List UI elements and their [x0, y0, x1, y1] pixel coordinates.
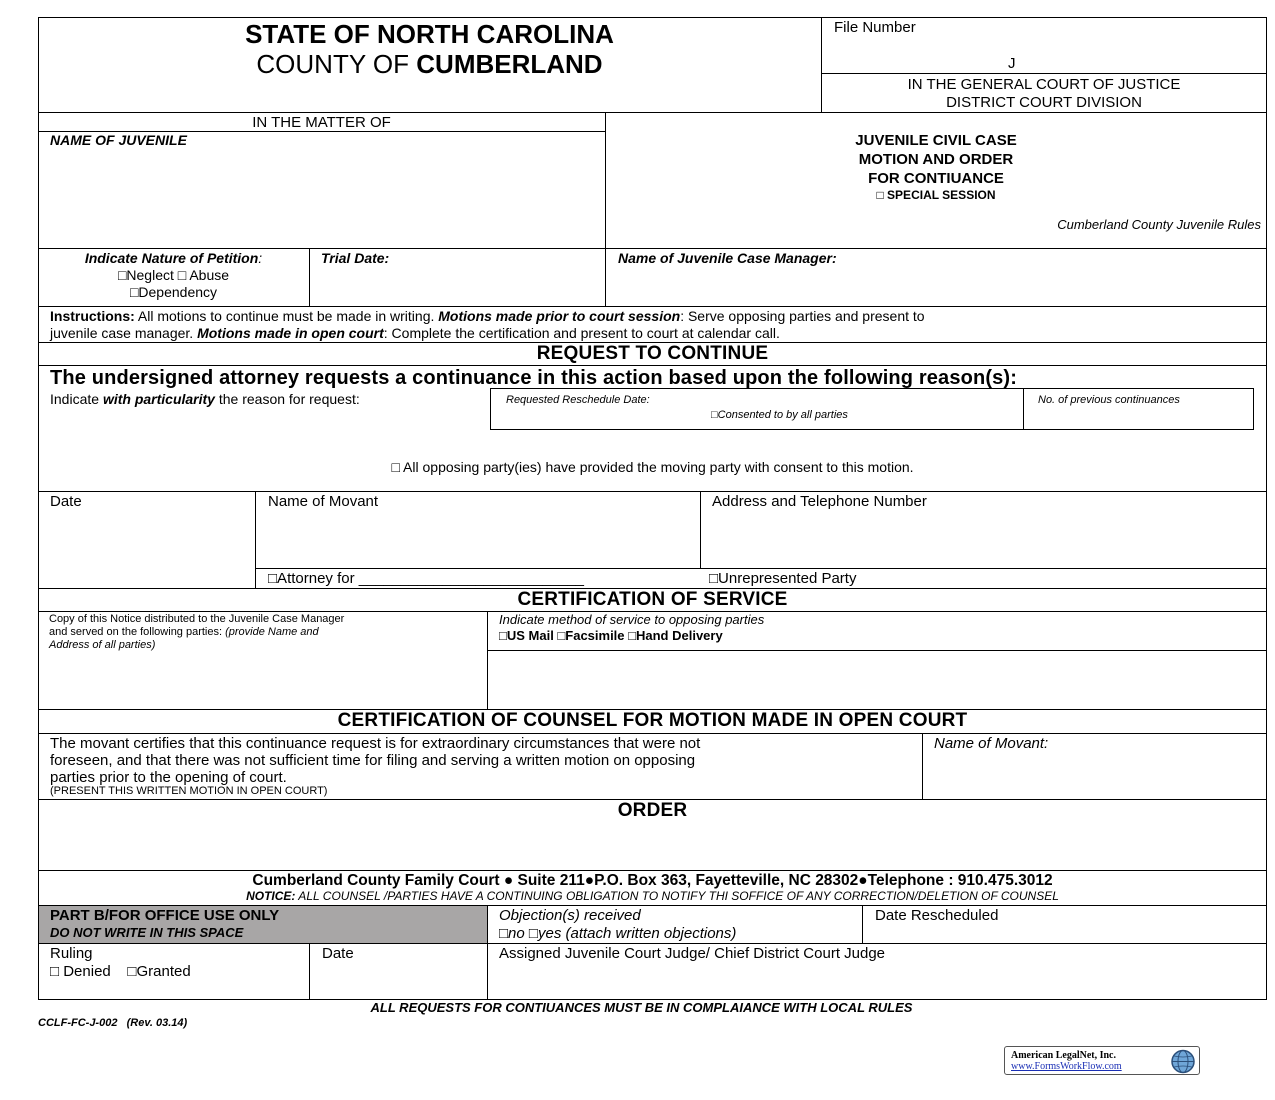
- consent-statement-checkbox[interactable]: □ All opposing party(ies) have provided the moving party with consent to this motion.: [391, 459, 914, 475]
- file-number-field[interactable]: J: [1008, 55, 1016, 72]
- unrepresented-party-checkbox[interactable]: □Unrepresented Party: [709, 570, 857, 587]
- order-field[interactable]: [50, 825, 1255, 867]
- counsel-text-line-3: parties prior to the opening of court.: [50, 769, 287, 786]
- attorney-for-checkbox[interactable]: □Attorney for ___________________________: [268, 570, 585, 587]
- form-id: CCLF-FC-J-002 (Rev. 03.14): [38, 1017, 188, 1029]
- rules-reference: Cumberland County Juvenile Rules: [1057, 217, 1261, 232]
- ruling-options-checkboxes[interactable]: □ Denied □Granted: [50, 963, 191, 980]
- case-title-line-2: MOTION AND ORDER: [858, 151, 1014, 168]
- order-heading: ORDER: [617, 800, 688, 821]
- case-title-line-3: FOR CONTIUANCE: [868, 170, 1004, 187]
- instructions-line-1: Instructions: All motions to continue must be made in writing. Motions made prior to court session: Serve opposing parties and present to: [50, 308, 925, 324]
- globe-icon: [1169, 1048, 1197, 1075]
- court-line-2: DISTRICT COURT DIVISION: [946, 94, 1142, 111]
- objection-options-checkboxes[interactable]: □no □yes (attach written objections): [499, 925, 737, 942]
- date-rescheduled-label: Date Rescheduled: [875, 907, 999, 924]
- request-heading: REQUEST TO CONTINUE: [536, 343, 769, 364]
- movant-address-label: Address and Telephone Number: [712, 493, 927, 510]
- name-of-juvenile-field[interactable]: [50, 150, 590, 242]
- do-not-write-label: DO NOT WRITE IN THIS SPACE: [50, 925, 244, 940]
- counsel-text-line-1: The movant certifies that this continuance request is for extraordinary circumstances that were not: [50, 735, 701, 752]
- service-heading: CERTIFICATION OF SERVICE: [517, 589, 788, 610]
- requested-reschedule-date[interactable]: Requested Reschedule Date:: [506, 394, 650, 406]
- consented-checkbox[interactable]: □Consented to by all parties: [711, 409, 848, 421]
- present-note: (PRESENT THIS WRITTEN MOTION IN OPEN COURT): [50, 785, 328, 797]
- petition-options-line-2[interactable]: □Dependency: [129, 284, 218, 300]
- served-parties-field[interactable]: [49, 655, 479, 705]
- movant-date-label: Date: [50, 493, 82, 510]
- copy-distributed-line-3: Address of all parties): [49, 639, 156, 651]
- notice-line: NOTICE: ALL COUNSEL /PARTIES HAVE A CONTINUING OBLIGATION TO NOTIFY THI SOFFICE OF ANY CORRECTION/DELETION OF COUNSEL: [246, 889, 1059, 903]
- ruling-label: Ruling: [50, 945, 93, 962]
- movant-name-label: Name of Movant: [268, 493, 379, 510]
- county-title: COUNTY OF CUMBERLAND: [256, 49, 603, 79]
- instructions-line-2: juvenile case manager. Motions made in open court: Complete the certification and present to court at calendar call.: [50, 325, 780, 341]
- counsel-name-of-movant[interactable]: Name of Movant:: [934, 735, 1049, 752]
- trial-date-label: Trial Date:: [321, 250, 390, 266]
- copy-distributed-line-1: Copy of this Notice distributed to the Juvenile Case Manager: [49, 613, 345, 625]
- court-address: Cumberland County Family Court ● Suite 211●P.O. Box 363, Fayetteville, NC 28302●Telephone : 910.475.3012: [252, 872, 1053, 889]
- objections-label: Objection(s) received: [499, 907, 641, 924]
- special-session-checkbox[interactable]: □ SPECIAL SESSION: [876, 188, 996, 202]
- reason-field[interactable]: [50, 410, 480, 460]
- request-statement: The undersigned attorney requests a continuance in this action based upon the following reason(s):: [50, 367, 1018, 389]
- indicate-reason-label: Indicate with particularity the reason for request:: [50, 391, 360, 407]
- compliance-note: ALL REQUESTS FOR CONTIUANCES MUST BE IN COMPLAIANCE WITH LOCAL RULES: [370, 1000, 913, 1015]
- service-method-checkboxes[interactable]: □US Mail □Facsimile □Hand Delivery: [499, 628, 723, 643]
- copy-distributed-line-2: and served on the following parties: (provide Name and: [49, 626, 319, 638]
- part-b-label: PART B/FOR OFFICE USE ONLY: [50, 907, 280, 924]
- file-number-label: File Number: [834, 19, 916, 36]
- court-line-1: IN THE GENERAL COURT OF JUSTICE: [907, 76, 1181, 93]
- american-legalnet-logo: [1004, 1046, 1200, 1075]
- previous-continuances[interactable]: No. of previous continuances: [1038, 394, 1180, 406]
- logo-company-name: American LegalNet, Inc.: [1011, 1050, 1116, 1061]
- name-of-juvenile-label: NAME OF JUVENILE: [50, 132, 187, 148]
- logo-url-link[interactable]: www.FormsWorkFlow.com: [1011, 1061, 1122, 1072]
- service-method-label: Indicate method of service to opposing parties: [499, 612, 765, 627]
- petition-options-line-1[interactable]: □Neglect □ Abuse: [117, 267, 230, 283]
- in-the-matter-of: IN THE MATTER OF: [252, 114, 391, 131]
- nature-of-petition: Indicate Nature of Petition:: [84, 250, 263, 266]
- counsel-heading: CERTIFICATION OF COUNSEL FOR MOTION MADE IN OPEN COURT: [337, 710, 968, 731]
- ruling-date-label: Date: [322, 945, 354, 962]
- counsel-text-line-2: foreseen, and that there was not sufficient time for filing and serving a written motion on opposing: [50, 752, 696, 769]
- case-title-line-1: JUVENILE CIVIL CASE: [855, 132, 1017, 149]
- state-title: STATE OF NORTH CAROLINA: [245, 19, 614, 49]
- judge-label: Assigned Juvenile Court Judge/ Chief District Court Judge: [499, 945, 886, 962]
- case-manager-label: Name of Juvenile Case Manager:: [618, 250, 837, 266]
